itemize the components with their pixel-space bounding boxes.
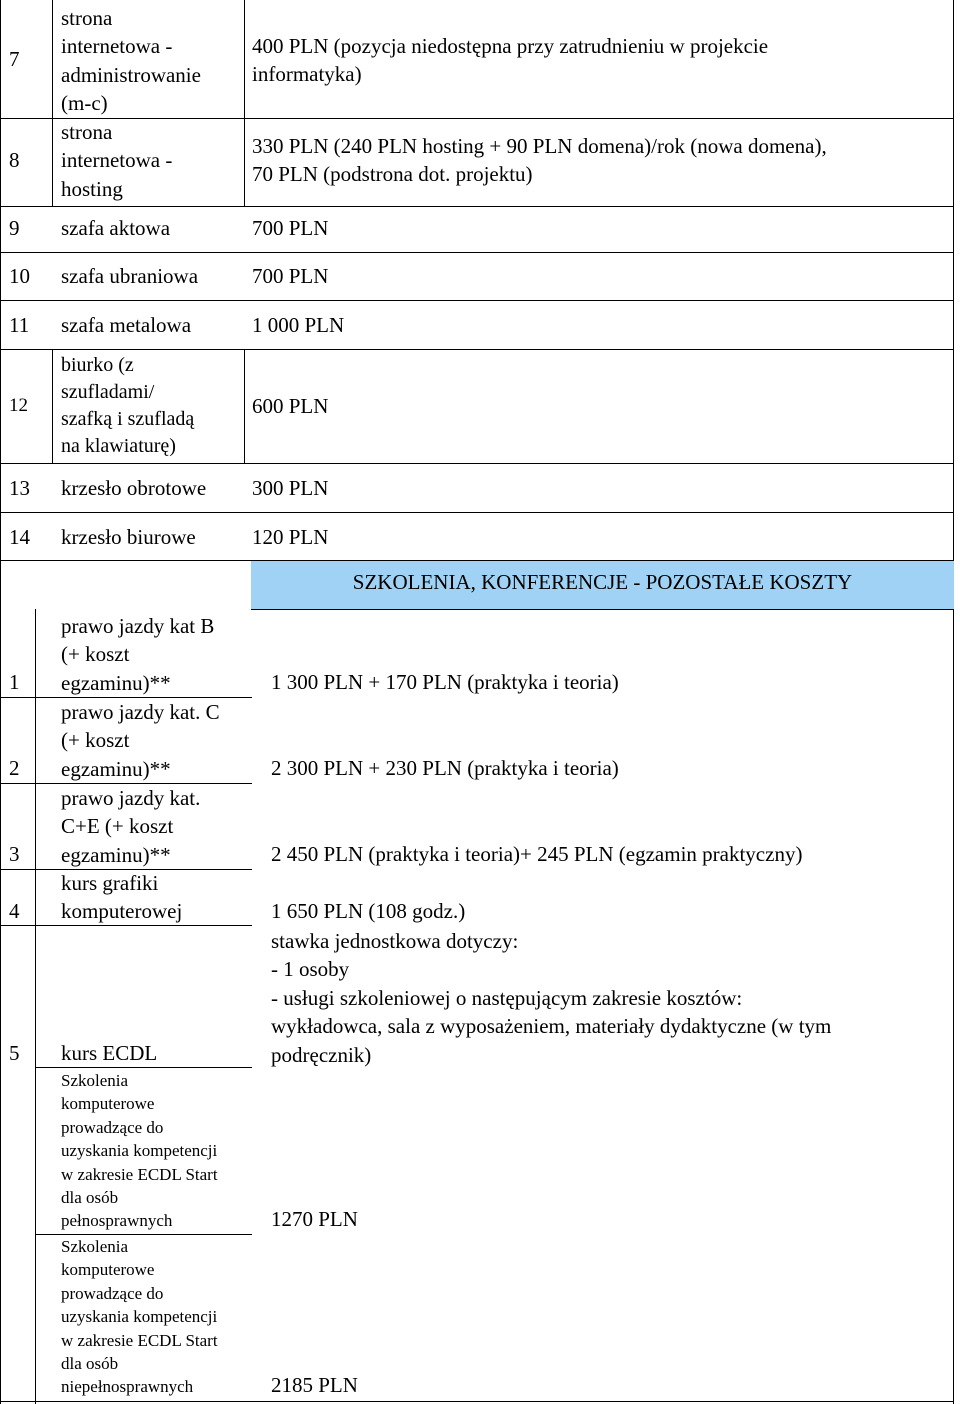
row-number: 4 [9,899,20,923]
row-number: 1 [9,670,20,694]
item-name: szafa ubraniowa [61,264,199,288]
item-name: Szkolenia komputerowe prowadzące do uzyskania kompetencji w zakresie ECDL Start dla osób pełnosprawnych [61,1071,218,1231]
item-cost: 700 PLN [252,216,329,240]
item-cost: 1 000 PLN [252,313,345,337]
item-name: strona internetowa - administrowanie (m-c) [61,6,201,116]
item-name: biurko (z szufladami/ szafką i szufladą na klawiaturę) [61,354,195,457]
row-number: 10 [9,264,30,288]
item-cost: 330 PLN (240 PLN hosting + 90 PLN domena)/rok (nowa domena), 70 PLN (podstrona dot. projektu) [252,134,827,187]
row-number: 5 [9,1041,20,1065]
item-cost: 400 PLN (pozycja niedostępna przy zatrudnieniu w projekcie informatyka) [252,34,769,87]
row-number: 3 [9,842,20,866]
row-number: 12 [9,395,28,416]
item-name: szafa metalowa [61,313,192,337]
row-number: 9 [9,216,20,240]
item-cost: 1 650 PLN (108 godz.) [271,899,466,923]
item-cost: stawka jednostkowa dotyczy: - 1 osoby - usługi szkoleniowej o następującym zakresie kosztów: wykładowca, sala z wyposażeniem, materiały dydaktyczne (w tym podręcznik) [271,929,832,1067]
row-number: 14 [9,525,30,549]
item-name: prawo jazdy kat. C+E (+ koszt egzaminu)** [61,786,201,867]
item-name: prawo jazdy kat B (+ koszt egzaminu)** [61,614,215,695]
item-cost: 1 300 PLN + 170 PLN (praktyka i teoria) [271,670,619,694]
item-cost: 700 PLN [252,264,329,288]
item-name: strona internetowa - hosting [61,120,173,201]
row-number: 2 [9,756,20,780]
item-cost: 2185 PLN [271,1373,358,1397]
row-number: 13 [9,476,30,500]
row-number: 11 [9,313,30,337]
item-name: kurs grafiki komputerowej [61,871,183,924]
item-cost: 300 PLN [252,476,329,500]
item-cost: 1270 PLN [271,1207,358,1231]
item-cost: 600 PLN [252,394,329,418]
item-cost: 2 300 PLN + 230 PLN (praktyka i teoria) [271,756,619,780]
item-name: szafa aktowa [61,216,171,240]
item-name: krzesło biurowe [61,525,196,549]
section-header: SZKOLENIA, KONFERENCJE - POZOSTAŁE KOSZTY [352,570,853,594]
row-number: 7 [9,47,20,71]
item-cost: 2 450 PLN (praktyka i teoria)+ 245 PLN (egzamin praktyczny) [271,842,803,866]
item-name: prawo jazdy kat. C (+ koszt egzaminu)** [61,700,220,781]
item-cost: 120 PLN [252,525,329,549]
item-name: kurs ECDL [61,1041,158,1065]
item-name: krzesło obrotowe [61,476,207,500]
item-name: Szkolenia komputerowe prowadzące do uzyskania kompetencji w zakresie ECDL Start dla osób niepełnosprawnych [61,1237,218,1397]
row-number: 8 [9,148,20,172]
